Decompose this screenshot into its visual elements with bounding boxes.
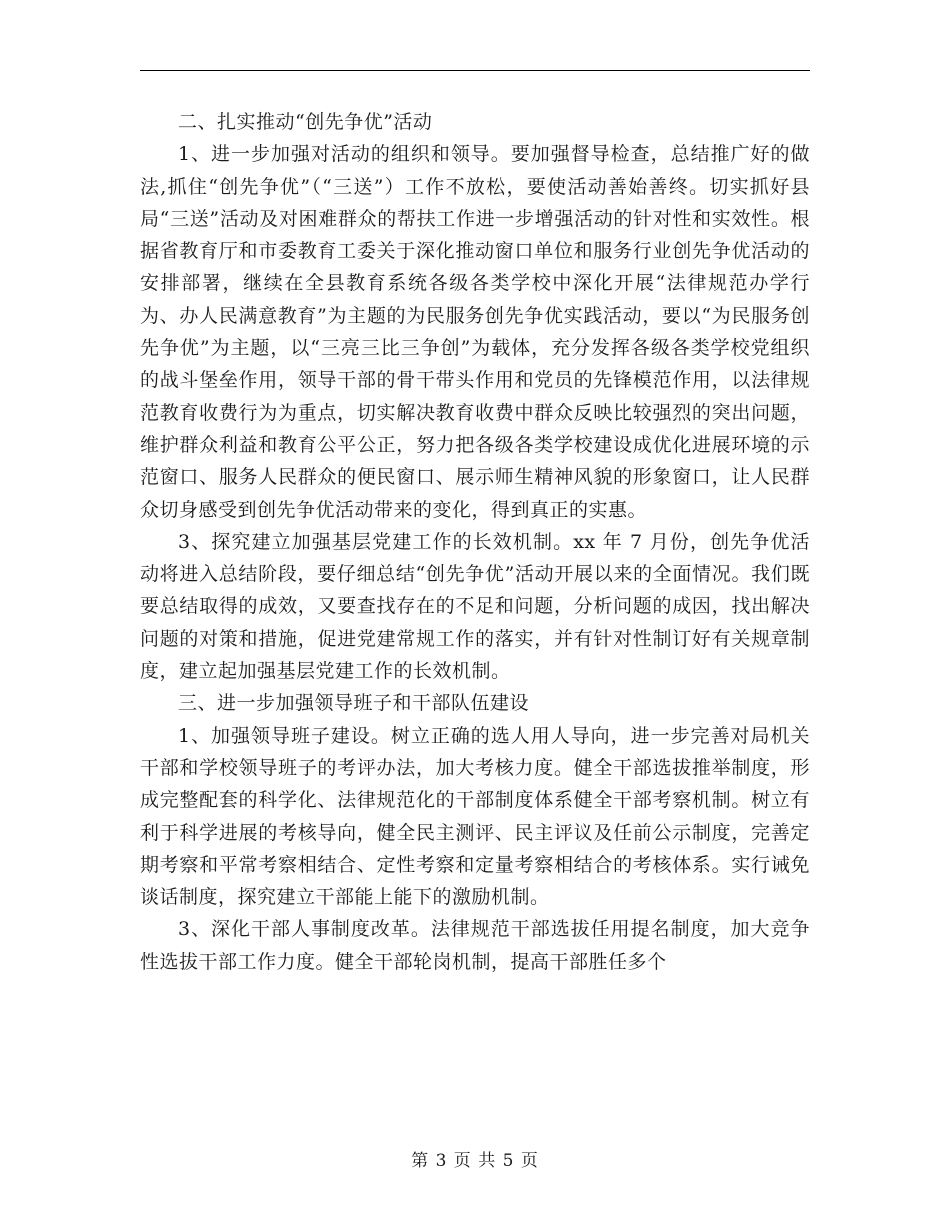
section-heading-3: 三、进一步加强领导班子和干部队伍建设 [178,692,530,715]
paragraph: 1、进一步加强对活动的组织和领导。要加强督导检查，总结推广好的做法,抓住“创先争优”（“三送”）工作不放松，要使活动善始善终。切实抓好县局“三送”活动及对困难群众的帮扶工作进一步增强活动的针对性和实效性。根据省教育厅和市委教育工委关于深化推动窗口单位和服务行业创先争优活动的安排部署，继续在全县教育系统各级各类学校中深化开展“法律规范办学行为、办人民满意教育”为主题的为民服务创先争优实践活动，要以“为民服务创先争优”为主题，以“三亮三比三争创”为载体，充分发挥各级各类学校党组织的战斗堡垒作用，领导干部的骨干带头作用和党员的先锋模范作用，以法律规范教育收费行为为重点，切实解决教育收费中群众反映比较强烈的突出问题，维护群众利益和教育公平公正，努力把各级各类学校建设成优化进展环境的示范窗口、服务人民群众的便民窗口、展示师生精神风貌的形象窗口，让人民群众切身感受到创先争优活动带来的变化，得到真正的实惠。 [140,143,810,521]
paragraph: 3、探究建立加强基层党建工作的长效机制。xx 年 7 月份，创先争优活动将进入总结阶段，要仔细总结“创先争优”活动开展以来的全面情况。我们既要总结取得的成效，又要查找存在的不足和问题，分析问题的成因，找出解决问题的对策和措施，促进党建常规工作的落实，并有针对性制订好有关规章制度，建立起加强基层党建工作的长效机制。 [140,530,810,683]
header-rule [140,70,810,71]
page-number-footer: 第 3 页 共 5 页 [411,1151,539,1171]
section-heading-2: 二、扎实推动“创先争优”活动 [178,111,433,133]
document-body [140,106,810,978]
paragraph: 3、深化干部人事制度改革。法律规范干部选拔任用提名制度，加大竞争性选拔干部工作力度。健全干部轮岗机制，提高干部胜任多个 [140,918,810,973]
paragraph: 1、加强领导班子建设。树立正确的选人用人导向，进一步完善对局机关干部和学校领导班子的考评办法，加大考核力度。健全干部选拔推举制度，形成完整配套的科学化、法律规范化的干部制度体系健全干部考察机制。树立有利于科学进展的考核导向，健全民主测评、民主评议及任前公示制度，完善定期考察和平常考察相结合、定性考察和定量考察相结合的考核体系。实行诫免谈话制度，探究建立干部能上能下的激励机制。 [140,724,810,909]
